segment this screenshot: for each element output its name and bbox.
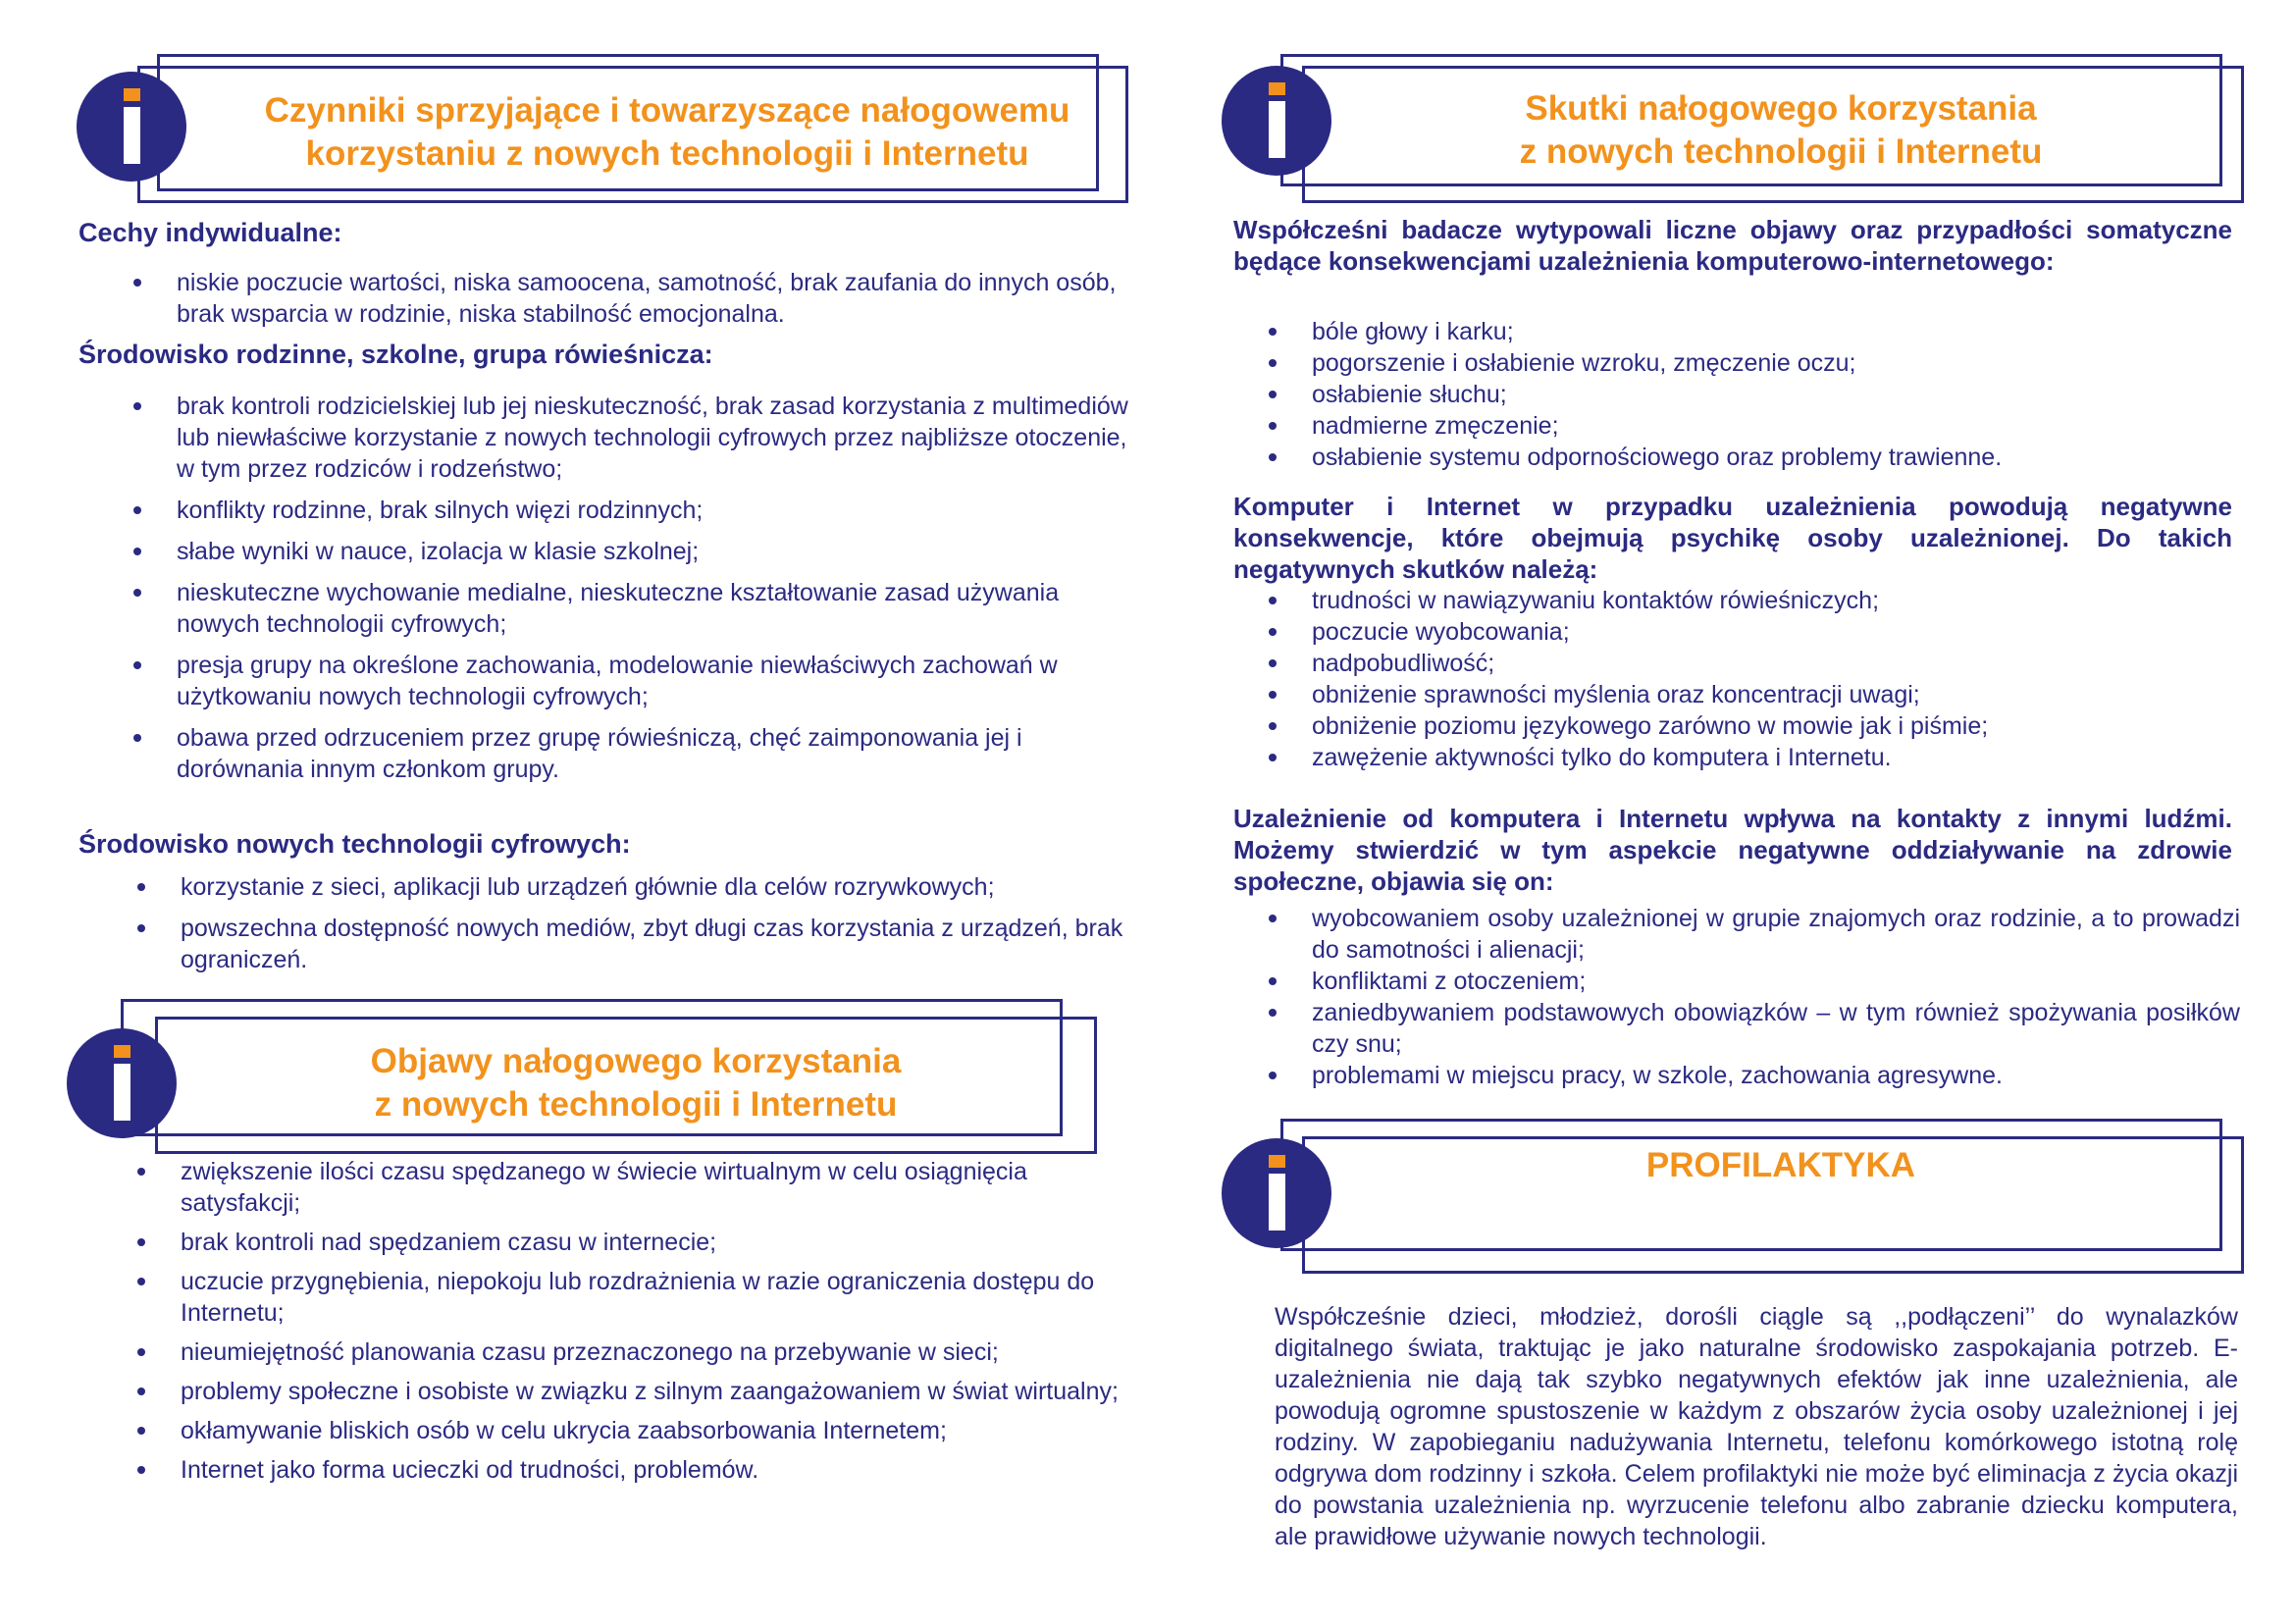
list-item: konflikty rodzinne, brak silnych więzi rodzinnych; [177,495,1128,526]
list-psychological [1312,585,2232,773]
list-item: bóle głowy i karku; [1312,316,2232,347]
info-icon [1222,1138,1331,1248]
list-item: słabe wyniki w nauce, izolacja w klasie szkolnej; [177,536,1128,567]
list-item: nadmierne zmęczenie; [1312,410,2232,442]
list-item: nadpobudliwość; [1312,648,2232,679]
list-item: osłabienie słuchu; [1312,379,2232,410]
list-item: niskie poczucie wartości, niska samoocena, samotność, brak zaufania do innych osób, brak wsparcia w rodzinie, niska stabilność emocjonalna. [177,267,1128,330]
list-item: konfliktami z otoczeniem; [1312,966,2240,997]
section-title: Skutki nałogowego korzystania z nowych technologii i Internetu [1519,89,2043,171]
list-item: poczucie wyobcowania; [1312,616,2232,648]
intro-social: Uzależnienie od komputera i Internetu wpływa na kontakty z innymi ludźmi. Możemy stwierdzić w tym aspekcie negatywne oddziaływanie na zdrowie społeczne, objawia się on: [1233,804,2232,896]
section-header-symptoms [67,999,1107,1156]
info-icon [67,1028,177,1138]
list-item: nieumiejętność planowania czasu przeznaczonego na przebywanie w sieci; [181,1336,1128,1368]
list-item: brak kontroli nad spędzaniem czasu w internecie; [181,1227,1128,1258]
list-item: Internet jako forma ucieczki od trudności, problemów. [181,1454,1128,1486]
list-item: problemy społeczne i osobiste w związku z silnym zaangażowaniem w świat wirtualny; [181,1376,1128,1407]
list-item: osłabienie systemu odpornościowego oraz problemy trawienne. [1312,442,2232,473]
intro-somatic: Współcześni badacze wytypowali liczne objawy oraz przypadłości somatyczne będące konsekwencjami uzależnienia komputerowo-internetowego: [1233,215,2232,276]
list-item: okłamywanie bliskich osób w celu ukrycia zaabsorbowania Internetem; [181,1415,1128,1446]
list-item: zawężenie aktywności tylko do komputera i Internetu. [1312,742,2232,773]
section-title: PROFILAKTYKA [1645,1146,1916,1184]
list-item: obniżenie poziomu językowego zarówno w mowie jak i piśmie; [1312,710,2232,742]
list-somatic [1312,316,2232,473]
list-individual [177,267,1128,330]
info-icon [1222,66,1331,176]
list-item: korzystanie z sieci, aplikacji lub urządzeń głównie dla celów rozrywkowych; [181,871,1128,903]
intro-psychological: Komputer i Internet w przypadku uzależnienia powodują negatywne konsekwencje, które obejmują psychikę osoby uzależnionej. Do takich negatywnych skutków należą: [1233,492,2232,584]
info-icon [77,72,186,182]
list-item: presja grupy na określone zachowania, modelowanie niewłaściwych zachowań w użytkowaniu nowych technologii cyfrowych; [177,650,1128,712]
list-item: problemami w miejscu pracy, w szkole, zachowania agresywne. [1312,1060,2240,1091]
list-item: pogorszenie i osłabienie wzroku, zmęczenie oczu; [1312,347,2232,379]
list-item: powszechna dostępność nowych mediów, zbyt długi czas korzystania z urządzeń, brak ograniczeń. [181,913,1128,975]
section-header-factors [69,54,1128,211]
list-social [1312,903,2240,1091]
list-item: zwiększenie ilości czasu spędzanego w świecie wirtualnym w celu osiągnięcia satysfakcji; [181,1156,1128,1219]
group-heading-digital: Środowisko nowych technologii cyfrowych: [78,829,631,859]
group-heading-individual: Cechy indywidualne: [78,218,342,247]
list-digital [181,871,1128,975]
list-environment [177,391,1128,785]
list-symptoms [181,1156,1128,1486]
section-header-effects [1222,54,2262,211]
list-item: nieskuteczne wychowanie medialne, nieskuteczne kształtowanie zasad używania nowych technologii cyfrowych; [177,577,1128,640]
prevention-text: Współcześnie dzieci, młodzież, dorośli ciągle są ,,podłączeni’’ do wynalazków digitalnego świata, traktując je jako naturalne środowisko zaspokajania potrzeb. E-uzależnienia nie dają tak szybko negatywnych efektów jak inne uzależnienia, ale powodują ogromne spustoszenie w każdym z obszarów życia osoby uzależnionej i jej rodziny. W zapobieganiu nadużywania Internetu, telefonu komórkowego istotną rolę odgrywa dom rodzinny i szkoła. Celem profilaktyki nie może być eliminacja z życia okazji do powstania uzależnienia np. wyrzucenie telefonu albo zabranie dziecku komputera, ale prawidłowe używanie nowych technologii. [1275,1303,2238,1550]
section-header-prevention [1222,1119,2262,1276]
list-item: obawa przed odrzuceniem przez grupę rówieśniczą, chęć zaimponowania jej i dorównania innym członkom grupy. [177,722,1128,785]
list-item: obniżenie sprawności myślenia oraz koncentracji uwagi; [1312,679,2232,710]
list-item: brak kontroli rodzicielskiej lub jej nieskuteczność, brak zasad korzystania z multimediów lub niewłaściwe korzystanie z nowych technologii cyfrowych przez najbliższe otoczenie, w tym przez rodziców i rodzeństwo; [177,393,1128,483]
group-heading-environment: Środowisko rodzinne, szkolne, grupa rówieśnicza: [78,340,713,369]
list-item: trudności w nawiązywaniu kontaktów rówieśniczych; [1312,585,2232,616]
section-title: Objawy nałogowego korzystania z nowych technologii i Internetu [370,1042,902,1124]
list-item: zaniedbywaniem podstawowych obowiązków – w tym również spożywania posiłków czy snu; [1312,999,2240,1058]
list-item: wyobcowaniem osoby uzależnionej w grupie znajomych oraz rodzinie, a to prowadzi do samotności i alienacji; [1312,905,2240,964]
list-item: uczucie przygnębienia, niepokoju lub rozdrażnienia w razie ograniczenia dostępu do Internetu; [181,1266,1128,1329]
section-title: Czynniki sprzyjające i towarzyszące nałogowemu korzystaniu z nowych technologii i Internetu [264,91,1070,173]
